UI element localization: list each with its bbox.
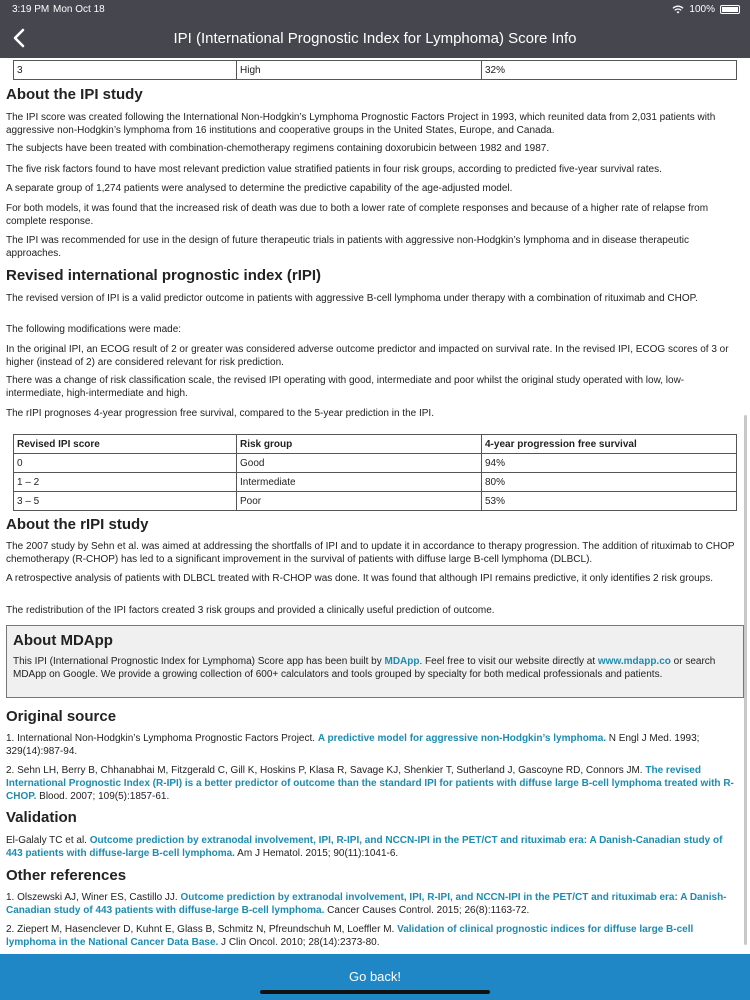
go-back-label: Go back! — [348, 969, 402, 984]
reference-text: 1. International Non-Hodgkin’s Lymphoma Prognostic Factors Project. — [6, 733, 318, 744]
table-cell: 80% — [482, 473, 737, 492]
table-cell: 53% — [482, 492, 737, 511]
ripi-paragraph: The revised version of IPI is a valid predictor outcome in patients with aggressive B-cell lymphoma under therapy with a combination of rituximab and CHOP. — [6, 293, 698, 304]
reference-text: J Clin Oncol. 2010; 28(14):2373-80. — [218, 937, 380, 948]
ripi-paragraph: There was a change of risk classification scale, the revised IPI operating with good, intermediate and poor whilst the original study operated with low, low-intermediate, high-intermediate and high. — [6, 375, 685, 399]
table-header: 4-year progression free survival — [482, 435, 737, 454]
scrollbar[interactable] — [744, 415, 747, 945]
wifi-icon — [672, 5, 684, 14]
reference-text: 2. Sehn LH, Berry B, Chhanabhai M, Fitzgerald C, Gill K, Hoskins P, Klasa R, Savage KJ, Shenkier T, Sutherland J, Gascoyne RD, Connors JM. — [6, 765, 646, 776]
table-cell: 3 — [14, 61, 237, 80]
ripi-study-paragraph: A retrospective analysis of patients with DLBCL treated with R-CHOP was done. It was found that although IPI remains predictive, it only identifies 2 risk groups. — [6, 573, 714, 584]
ripi-study-paragraph: The redistribution of the IPI factors created 3 risk groups and provided a clinically useful prediction of outcome. — [6, 605, 495, 616]
battery-percent: 100% — [689, 4, 715, 15]
home-indicator — [260, 990, 490, 994]
status-date: Mon Oct 18 — [53, 4, 105, 15]
ripi-paragraph: The rIPI prognoses 4-year progression free survival, compared to the 5-year prediction in the IPI. — [6, 408, 434, 419]
table-cell: 1 – 2 — [14, 473, 237, 492]
status-time: 3:19 PM — [12, 4, 50, 15]
battery-icon — [720, 5, 740, 14]
table-cell: 0 — [14, 454, 237, 473]
ipi-table-partial — [13, 60, 737, 80]
status-right — [672, 4, 740, 15]
about-mdapp-text — [13, 655, 737, 681]
reference-text: Am J Hematol. 2015; 90(11):1041-6. — [234, 848, 399, 859]
status-bar — [0, 0, 750, 20]
table-header: Revised IPI score — [14, 435, 237, 454]
reference-item — [6, 732, 736, 758]
table-header-row — [14, 435, 737, 454]
reference-text: N Engl J Med. 1993; 329(14):987-94. — [6, 733, 700, 757]
reference-link[interactable]: Outcome prediction by extranodal involvement, IPI, R-IPI, and NCCN-IPI in the PET/CT and rituximab era: A Danish-Canadian study of 443 patients with diffuse-large B-cell lymphoma. — [6, 835, 723, 859]
table-cell: Good — [237, 454, 482, 473]
about-mdapp-heading: About MDApp — [13, 632, 113, 649]
ipi-study-heading: About the IPI study — [6, 86, 143, 103]
reference-item — [6, 834, 736, 860]
reference-link[interactable]: Outcome prediction by extranodal involvement, IPI, R-IPI, and NCCN-IPI in the PET/CT and rituximab era: A Danish-Canadian study of 443 patients with diffuse-large B-cell lymphoma. — [6, 892, 727, 916]
ipi-study-paragraph: The IPI was recommended for use in the design of future therapeutic trials in patients with aggressive non-Hodgkin’s lymphoma and in disease therapeutic approaches. — [6, 235, 689, 259]
ipi-study-paragraph: For both models, it was found that the increased risk of death was due to both a lower rate of complete responses and because of a higher rate of relapse from complete response. — [6, 203, 709, 227]
ipi-study-paragraph: The five risk factors found to have most relevant prediction value stratified patients in four risk groups, according to predicted five-year survival rates. — [6, 164, 662, 175]
original-source-heading: Original source — [6, 708, 117, 725]
reference-text: 2. Ziepert M, Hasenclever D, Kuhnt E, Glass B, Schmitz N, Pfreundschuh M, Loeffler M. — [6, 924, 398, 935]
reference-item — [6, 891, 736, 917]
table-row — [14, 473, 737, 492]
reference-item — [6, 923, 736, 949]
reference-text: Blood. 2007; 109(5):1857-61. — [36, 791, 170, 802]
other-references-heading: Other references — [6, 867, 127, 884]
content-scroll[interactable] — [0, 58, 750, 954]
nav-bar — [0, 20, 750, 58]
table-cell: 94% — [482, 454, 737, 473]
reference-item — [6, 764, 736, 803]
ripi-study-paragraph: The 2007 study by Sehn et al. was aimed at addressing the shortfalls of IPI and to update it in accordance to therapy progression. The addition of rituximab to CHOP chemotherapy (R-CHOP) has led to a significant improvement in the survival of patients with diffuse large B-cell lymphoma (DLBCL). — [6, 541, 735, 565]
table-cell: Intermediate — [237, 473, 482, 492]
table-cell: 3 – 5 — [14, 492, 237, 511]
table-cell: 32% — [482, 61, 737, 80]
reference-text: El-Galaly TC et al. — [6, 835, 90, 846]
ripi-study-heading: About the rIPI study — [6, 516, 149, 533]
about-text: This IPI (International Prognostic Index for Lymphoma) Score app has been built by — [13, 656, 385, 667]
website-link[interactable]: www.mdapp.co — [597, 656, 671, 667]
page-title: IPI (International Prognostic Index for Lymphoma) Score Info — [173, 30, 577, 47]
reference-text: Cancer Causes Control. 2015; 26(8):1163-72. — [324, 905, 530, 916]
table-cell: High — [237, 61, 482, 80]
ripi-paragraph: The following modifications were made: — [6, 324, 182, 335]
table-header: Risk group — [237, 435, 482, 454]
ripi-heading: Revised international prognostic index (rIPI) — [6, 267, 322, 284]
validation-heading: Validation — [6, 809, 77, 826]
ipi-study-paragraph: The IPI score was created following the International Non-Hodgkin’s Lymphoma Prognostic Factors Project in 1993, which reunited data from 2,031 patients with aggressive non-Hodgkin’s lymphoma from 16 institutions and cooperative groups in the United States, Europe, and Canada. — [6, 112, 716, 136]
reference-text: 1. Olszewski AJ, Winer ES, Castillo JJ. — [6, 892, 181, 903]
table-cell: Poor — [237, 492, 482, 511]
reference-link[interactable]: A predictive model for aggressive non-Hodgkin’s lymphoma. — [317, 733, 607, 744]
about-mdapp-box — [6, 625, 744, 698]
ripi-table — [13, 434, 737, 511]
ripi-paragraph: In the original IPI, an ECOG result of 2 or greater was considered adverse outcome predictor and impacted on survival rate. In the revised IPI, ECOG scores of 3 or higher (instead of 2) are considered relevant for risk prediction. — [6, 344, 729, 368]
table-row — [14, 454, 737, 473]
table-row — [14, 61, 737, 80]
ipi-study-paragraph: A separate group of 1,274 patients were analysed to determine the predictive capability of the age-adjusted model. — [6, 183, 513, 194]
table-row — [14, 492, 737, 511]
about-text: . Feel free to visit our website directly at — [419, 656, 598, 667]
ipi-study-paragraph: The subjects have been treated with combination-chemotherapy regimens containing doxorubicin between 1982 and 1987. — [6, 143, 550, 154]
reference-link[interactable]: The revised International Prognostic Index (R-IPI) is a better predictor of outcome than the standard IPI for patients with diffuse large B-cell lymphoma treated with R-CHOP. — [6, 765, 734, 802]
about-text: or search MDApp on Google. We provide a growing collection of 600+ calculators and tools grouped by specialty for both medical professionals and patients. — [13, 656, 716, 680]
reference-link[interactable]: Validation of clinical prognostic indices for diffuse large B-cell lymphoma in the National Cancer Data Base. — [6, 924, 694, 948]
mdapp-link[interactable]: MDApp — [384, 656, 420, 667]
